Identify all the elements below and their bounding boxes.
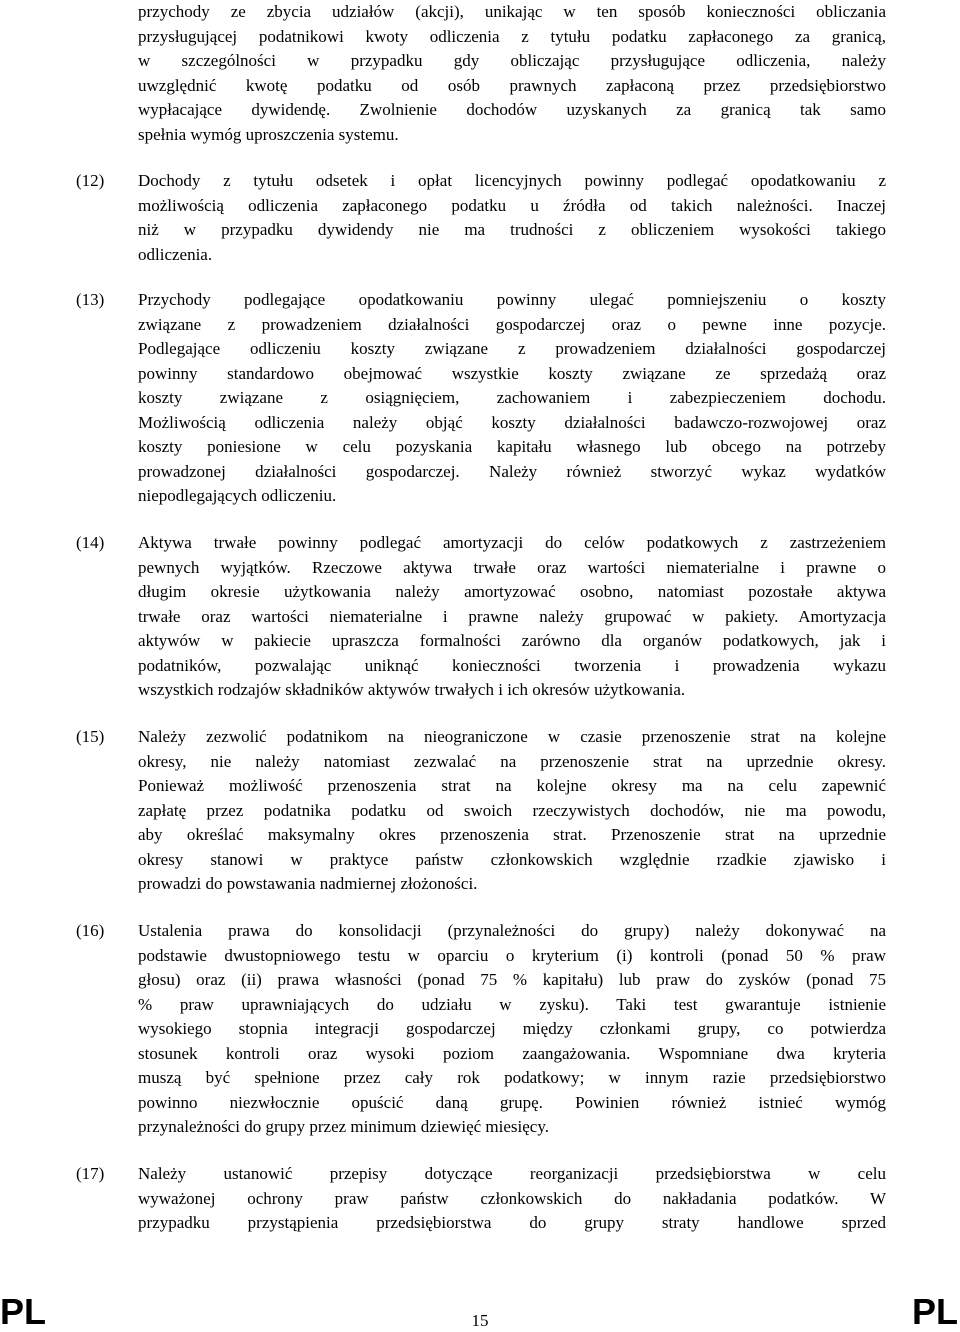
text-line: przynależności do grupy przez minimum dziewięć miesięcy. bbox=[138, 1117, 549, 1136]
paragraph-text bbox=[138, 919, 886, 1140]
text-line: przypadku przystąpienia przedsiębiorstwa do grupy straty handlowe sprzed bbox=[138, 1213, 886, 1232]
text-line: długim okresie użytkowania należy amortyzować osobno, natomiast pozostałe aktywa bbox=[138, 582, 886, 601]
text-line: % praw uprawniających do udziału w zysku). Taki test gwarantuje istnienie bbox=[138, 994, 886, 1014]
text-line: muszą być spełnione przez cały rok podatkowy; w innym razie przedsiębiorstwo bbox=[138, 1068, 886, 1087]
text-line: przychody ze zbycia udziałów (akcji), unikając w ten sposób konieczności obliczania bbox=[138, 2, 886, 21]
paragraph-text bbox=[138, 1162, 886, 1236]
text-line: prowadzonej działalności gospodarczej. Należy również stworzyć wykaz wydatków bbox=[138, 461, 886, 481]
text-line: powinno niezwłocznie opuścić daną grupę. Powinien również istnieć wymóg bbox=[138, 1092, 886, 1112]
paragraph-text bbox=[138, 169, 886, 267]
text-line: pewnych wyjątków. Rzeczowe aktywa trwałe oraz wartości niematerialne i prawne o bbox=[138, 557, 886, 577]
text-line: koszty związane z osiągnięciem, zachowaniem i zabezpieczeniem dochodu. bbox=[138, 388, 886, 407]
footer-language-code-left: PL bbox=[0, 1291, 47, 1332]
paragraph-number: (13) bbox=[76, 290, 105, 309]
text-line: związane z prowadzeniem działalności gospodarczej oraz o pewne inne pozycje. bbox=[138, 314, 886, 334]
footer-language-code-right: PL bbox=[911, 1291, 958, 1332]
text-line: okresy, nie należy natomiast zezwalać na przenoszenie strat na uprzednie okresy. bbox=[138, 751, 886, 771]
text-line: zapłatę przez podatnika podatku od swoich rzeczywistych dochodów, nie ma powodu, bbox=[138, 800, 886, 820]
text-line: stosunek kontroli oraz wysoki poziom zaangażowania. Wspomniane dwa kryteria bbox=[138, 1043, 886, 1063]
text-line: Należy zezwolić podatnikom na nieograniczone w czasie przenoszenie strat na kolejne bbox=[138, 727, 886, 746]
text-line: wyważonej ochrony praw państw członkowskich do nakładania podatków. W bbox=[138, 1188, 886, 1208]
paragraph-number: (14) bbox=[76, 533, 105, 552]
paragraph-number: (16) bbox=[76, 921, 105, 940]
paragraph-number: (17) bbox=[76, 1164, 105, 1183]
text-line: przysługującej podatnikowi kwoty odliczenia z tytułu podatku zapłaconego za granicą, bbox=[138, 26, 886, 46]
text-line: wszystkich rodzajów składników aktywów trwałych i ich okresów użytkowania. bbox=[138, 680, 686, 699]
text-line: Możliwością odliczenia należy objąć koszty działalności badawczo-rozwojowej oraz bbox=[138, 412, 886, 432]
paragraph-text bbox=[138, 531, 886, 703]
text-line: w szczególności w przypadku gdy obliczając przysługujące odliczenia, należy bbox=[138, 51, 886, 70]
text-line: wysokiego stopnia integracji gospodarczej między członkami grupy, co potwierdza bbox=[138, 1019, 886, 1038]
text-line: głosu) oraz (ii) prawa własności (ponad 75 % kapitału) lub praw do zysków (ponad 75 bbox=[138, 970, 886, 989]
text-line: aby określać maksymalny okres przenoszenia strat. Przenoszenie strat na uprzednie bbox=[138, 825, 886, 844]
paragraph-text bbox=[138, 725, 886, 897]
text-line: podstawie dwustopniowego testu w oparciu o kryterium (i) kontroli (ponad 50 % praw bbox=[138, 945, 886, 965]
text-line: Ustalenia prawa do konsolidacji (przynależności do grupy) należy dokonywać na bbox=[138, 921, 886, 940]
text-line: Dochody z tytułu odsetek i opłat licencyjnych powinny podlegać opodatkowaniu z bbox=[138, 171, 886, 190]
paragraph-text bbox=[138, 288, 886, 509]
text-line: Podlegające odliczeniu koszty związane z prowadzeniem działalności gospodarczej bbox=[138, 339, 886, 358]
text-line: koszty poniesione w celu pozyskania kapitału własnego lub obcego na potrzeby bbox=[138, 437, 886, 456]
text-line: niż w przypadku dywidendy nie ma trudności z obliczeniem wysokości takiego bbox=[138, 220, 886, 239]
text-line: Ponieważ możliwość przenoszenia strat na kolejne okresy ma na celu zapewnić bbox=[138, 776, 886, 795]
text-line: prowadzi do powstawania nadmiernej złożoności. bbox=[138, 874, 478, 893]
text-line: możliwością odliczenia zapłaconego podatku u źródła od takich należności. Inaczej bbox=[138, 195, 886, 215]
page-number: 15 bbox=[471, 1311, 489, 1330]
text-line: odliczenia. bbox=[138, 244, 213, 264]
text-line: powinny standardowo obejmować wszystkie koszty związane ze sprzedażą oraz bbox=[138, 363, 886, 383]
text-line: spełnia wymóg uproszczenia systemu. bbox=[138, 124, 399, 144]
text-line: niepodlegających odliczeniu. bbox=[138, 486, 337, 505]
text-line: wypłacające dywidendę. Zwolnienie dochodów uzyskanych za granicą tak samo bbox=[138, 100, 886, 119]
text-line: Aktywa trwałe powinny podlegać amortyzacji do celów podatkowych z zastrzeżeniem bbox=[138, 533, 886, 552]
text-line: Należy ustanowić przepisy dotyczące reorganizacji przedsiębiorstwa w celu bbox=[138, 1164, 886, 1183]
paragraph-number: (15) bbox=[76, 727, 105, 746]
paragraph-number: (12) bbox=[76, 171, 105, 190]
text-line: okresy stanowi w praktyce państw członkowskich względnie rzadkie zjawisko i bbox=[138, 849, 886, 869]
text-line: Przychody podlegające opodatkowaniu powinny ulegać pomniejszeniu o koszty bbox=[138, 290, 886, 309]
text-line: podatników, pozwalając uniknąć konieczności tworzenia i prowadzenia wykazu bbox=[138, 655, 886, 675]
continuation-paragraph bbox=[138, 0, 886, 147]
text-line: aktywów w pakiecie upraszcza formalności zarówno dla organów podatkowych, jak i bbox=[138, 631, 886, 650]
text-line: trwałe oraz wartości niematerialne i prawne należy grupować w pakiety. Amortyzacja bbox=[138, 606, 886, 626]
text-line: uwzględnić kwotę podatku od osób prawnych zapłaconą przez przedsiębiorstwo bbox=[138, 75, 886, 95]
